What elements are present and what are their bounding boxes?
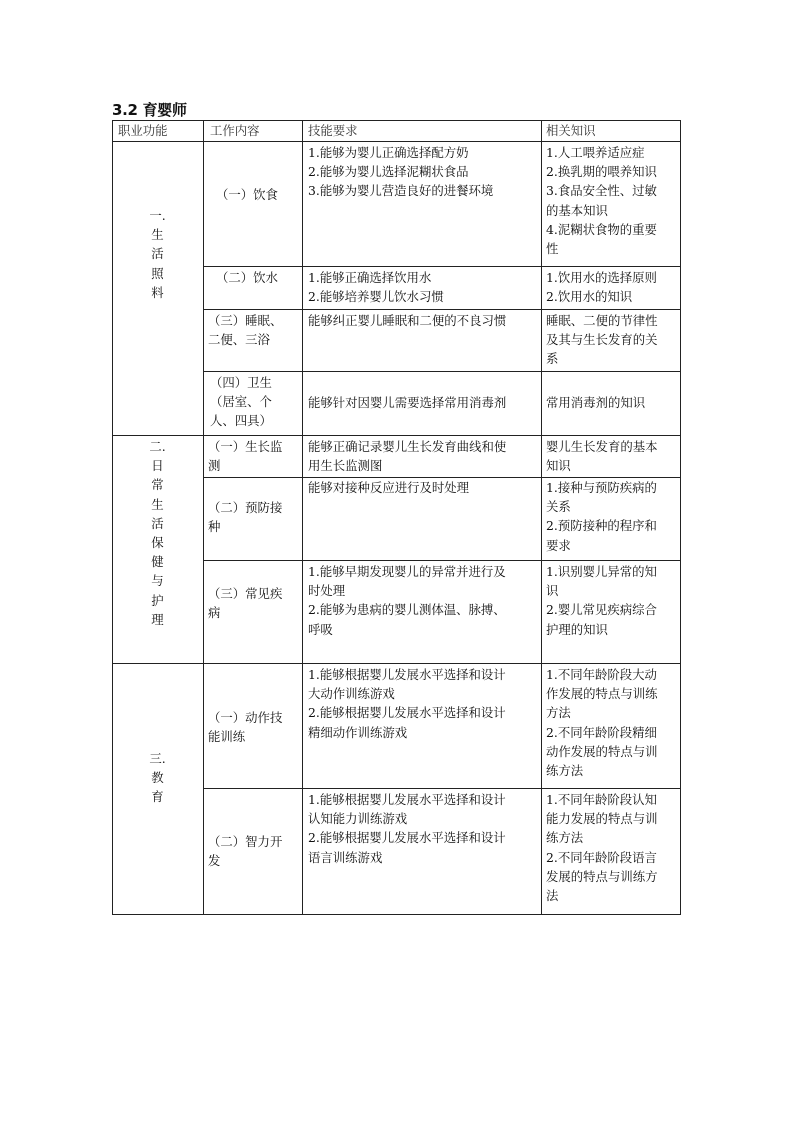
work-content-cell: （三）睡眠、 二便、三浴 (208, 313, 283, 348)
work-content-cell: （二）饮水 (216, 270, 278, 285)
header-occupation-function: 职业功能 (118, 123, 168, 138)
related-knowledge-cell: 1.接种与预防疾病的 关系 2.预防接种的程序和 要求 (546, 480, 657, 553)
section-divider (112, 663, 681, 664)
column-divider (203, 120, 204, 915)
skill-requirements-cell: 1.能够为婴儿正确选择配方奶 2.能够为婴儿选择泥糊状食品 3.能够为婴儿营造良好的进餐环境 (308, 145, 494, 199)
work-content-cell: （二）预防接 种 (208, 500, 283, 535)
skill-requirements-cell: 1.能够早期发现婴儿的异常并进行及 时处理 2.能够为患病的婴儿测体温、脉搏、 呼吸 (308, 564, 506, 637)
table-border-top (112, 120, 681, 121)
work-content-cell: （一）动作技 能训练 (208, 710, 283, 745)
section-title: 3.2 育婴师 (112, 101, 187, 119)
related-knowledge-cell: 常用消毒剂的知识 (546, 395, 646, 410)
row-divider (203, 266, 681, 267)
work-content-cell: （二）智力开 发 (208, 834, 283, 869)
skill-requirements-cell: 1.能够正确选择饮用水 2.能够培养婴儿饮水习惯 (308, 270, 444, 305)
related-knowledge-cell: 1.饮用水的选择原则 2.饮用水的知识 (546, 270, 657, 305)
column-divider (541, 120, 542, 915)
skill-requirements-cell: 1.能够根据婴儿发展水平选择和设计 大动作训练游戏 2.能够根据婴儿发展水平选择和设计 精细动作训练游戏 (308, 667, 506, 740)
header-work-content: 工作内容 (210, 123, 260, 138)
work-content-cell: （一）饮食 (216, 187, 278, 202)
related-knowledge-cell: 1.识别婴儿异常的知 识 2.婴儿常见疾病综合 护理的知识 (546, 564, 657, 637)
function-health-care: 二. 日 常 生 活 保 健 与 护 理 (149, 439, 166, 627)
header-skill-requirements: 技能要求 (308, 123, 358, 138)
related-knowledge-cell: 1.不同年龄阶段认知 能力发展的特点与训 练方法 2.不同年龄阶段语言 发展的特点与训练方 法 (546, 792, 658, 904)
row-divider (203, 788, 681, 789)
header-related-knowledge: 相关知识 (546, 123, 596, 138)
header-divider (112, 141, 681, 142)
work-content-cell: （四）卫生 （居室、个 人、四具） (210, 375, 272, 429)
skill-requirements-cell: 能够正确记录婴儿生长发育曲线和使 用生长监测图 (308, 439, 507, 474)
table-border-right (680, 120, 681, 915)
related-knowledge-cell: 睡眠、二便的节律性 及其与生长发育的关 系 (546, 313, 658, 367)
section-divider (112, 435, 681, 436)
related-knowledge-cell: 1.人工喂养适应症 2.换乳期的喂养知识 3.食品安全性、过敏 的基本知识 4.泥糊状食物的重要 性 (546, 145, 657, 257)
row-divider (203, 309, 681, 310)
table-border-bottom (112, 914, 681, 915)
row-divider (203, 371, 681, 372)
function-life-care: 一. 生 活 照 料 (149, 208, 166, 300)
skill-requirements-cell: 1.能够根据婴儿发展水平选择和设计 认知能力训练游戏 2.能够根据婴儿发展水平选择和设计 语言训练游戏 (308, 792, 506, 865)
related-knowledge-cell: 1.不同年龄阶段大动 作发展的特点与训练 方法 2.不同年龄阶段精细 动作发展的特点与训 练方法 (546, 667, 658, 779)
function-education: 三. 教 育 (149, 751, 166, 805)
skill-requirements-cell: 能够对接种反应进行及时处理 (308, 480, 470, 495)
row-divider (203, 560, 681, 561)
related-knowledge-cell: 婴儿生长发育的基本 知识 (546, 439, 658, 474)
column-divider (302, 120, 303, 915)
skill-requirements-cell: 能够针对因婴儿需要选择常用消毒剂 (308, 395, 507, 410)
work-content-cell: （一）生长监 测 (208, 439, 283, 474)
skill-requirements-cell: 能够纠正婴儿睡眠和二便的不良习惯 (308, 313, 507, 328)
work-content-cell: （三）常见疾 病 (208, 586, 283, 621)
